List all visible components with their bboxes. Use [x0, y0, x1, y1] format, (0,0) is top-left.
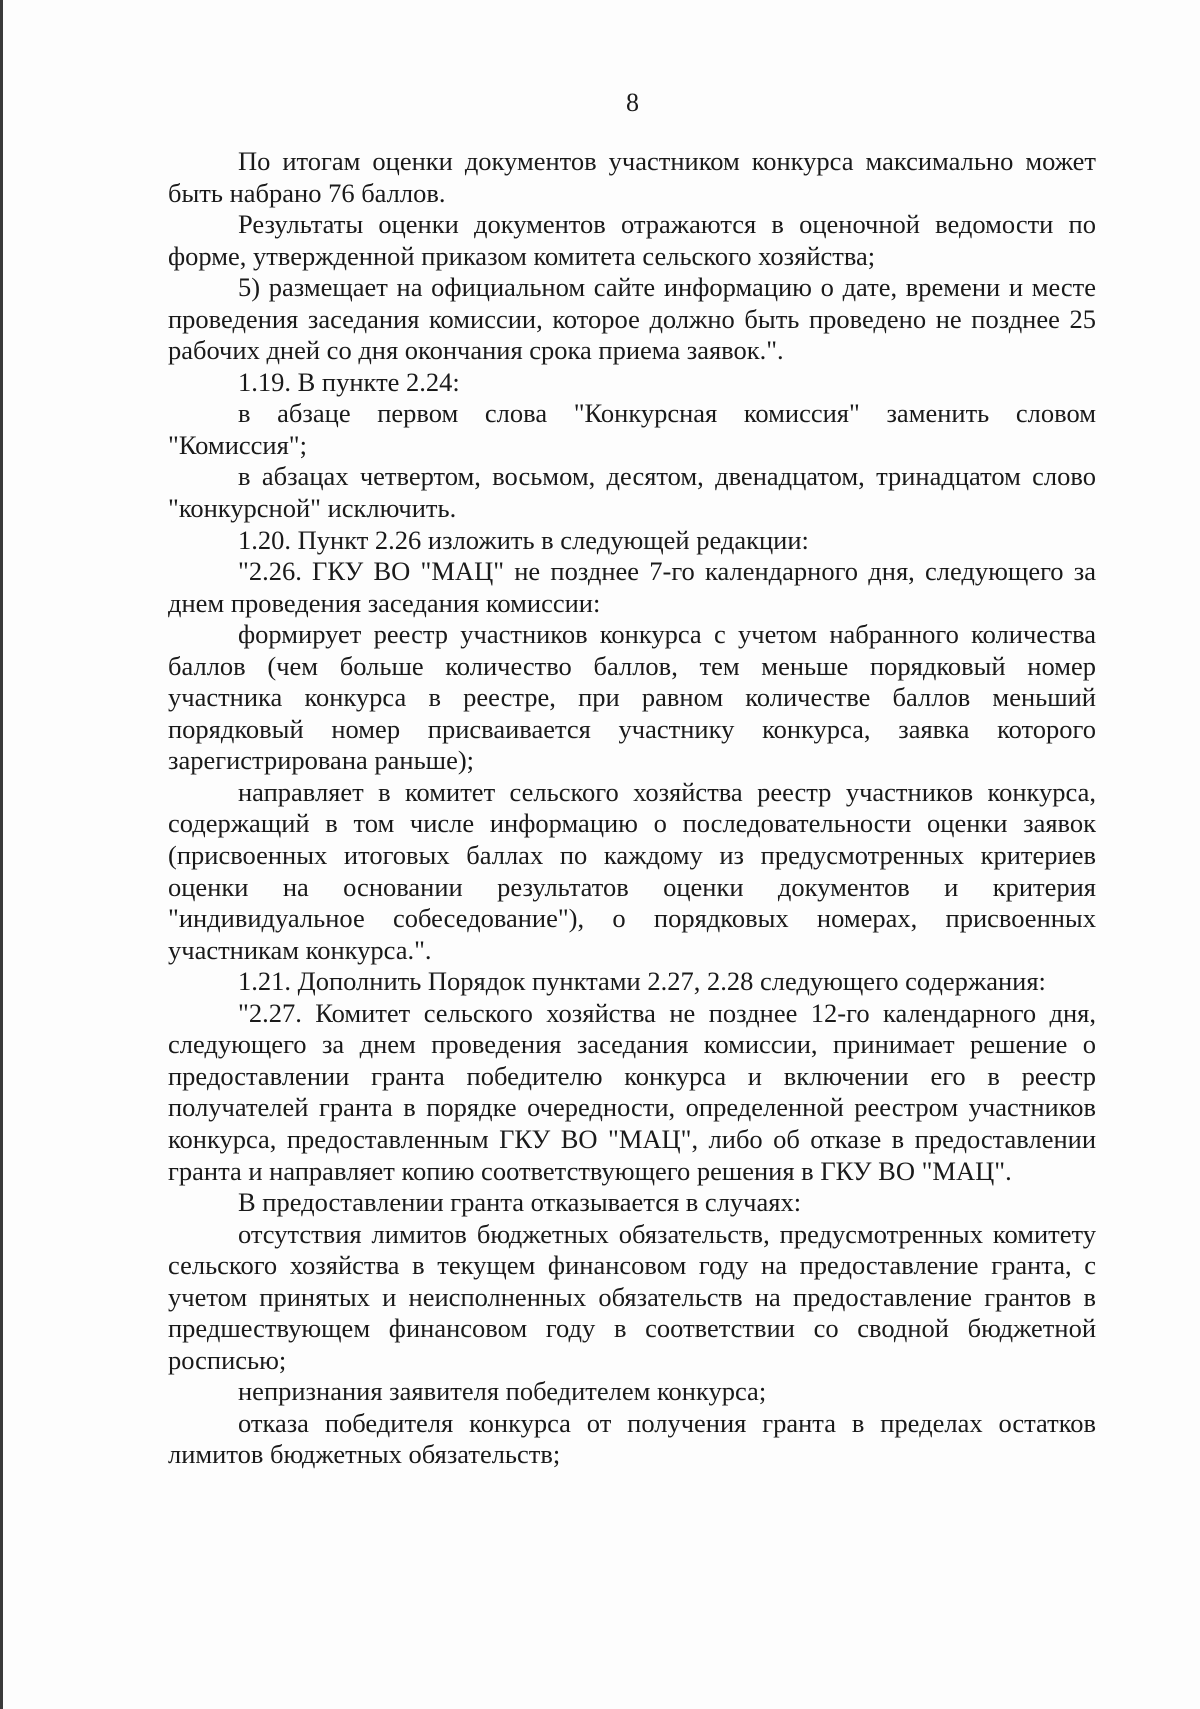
paragraph: 1.20. Пункт 2.26 изложить в следующей редакции:: [238, 524, 809, 555]
paragraph: отказа победителя конкурса от получения гранта в пределах остатков лимитов бюджетных обязательств;: [168, 1407, 1096, 1470]
scan-left-edge: [0, 0, 3, 1709]
paragraph: направляет в комитет сельского хозяйства реестр участников конкурса, содержащий в том числе информацию о последовательности оценки заявок (присвоенных итоговых баллах по каждому из предусмотренных критериев оценки на основании результатов оценки документов и критерия "индивидуальное собеседование"), о порядковых номерах, присвоенных участникам конкурса.".: [168, 776, 1096, 965]
paragraph: в абзацах четвертом, восьмом, десятом, двенадцатом, тринадцатом слово "конкурсной" исключить.: [168, 461, 1096, 524]
paragraph: "2.27. Комитет сельского хозяйства не позднее 12-го календарного дня, следующего за днем проведения заседания комиссии, принимает решение о предоставлении гранта победителю конкурса и включении его в реестр получателей гранта в порядке очередности, определенной реестром участников конкурса, предоставленным ГКУ ВО "МАЦ", либо об отказе в предоставлении гранта и направляет копию соответствующего решения в ГКУ ВО "МАЦ".: [168, 997, 1096, 1186]
page-number: 8: [626, 88, 639, 117]
paragraph: В предоставлении гранта отказывается в случаях:: [238, 1187, 802, 1218]
paragraph: 1.21. Дополнить Порядок пунктами 2.27, 2.28 следующего содержания:: [238, 966, 1046, 997]
document-body: [168, 146, 1096, 1471]
paragraph: По итогам оценки документов участником конкурса максимально может быть набрано 76 баллов.: [168, 146, 1096, 208]
paragraph: 5) размещает на официальном сайте информацию о дате, времени и месте проведения заседания комиссии, которое должно быть проведено не позднее 25 рабочих дней со дня окончания срока приема заявок.".: [168, 272, 1096, 366]
paragraph: "2.26. ГКУ ВО "МАЦ" не позднее 7-го календарного дня, следующего за днем проведения заседания комиссии:: [168, 556, 1096, 618]
paragraph: отсутствия лимитов бюджетных обязательств, предусмотренных комитету сельского хозяйства в текущем финансовом году на предоставление гранта, с учетом принятых и неисполненных обязательств на предоставление грантов в предшествующем финансовом году в соответствии со сводной бюджетной росписью;: [168, 1218, 1096, 1375]
paragraph: 1.19. В пункте 2.24:: [238, 366, 460, 397]
paragraph: непризнания заявителя победителем конкурса;: [238, 1376, 767, 1407]
paragraph: формирует реестр участников конкурса с учетом набранного количества баллов (чем больше количество баллов, тем меньше порядковый номер участника конкурса в реестре, при равном количестве баллов меньший порядковый номер присваивается участнику конкурса, заявка которого зарегистрирована раньше);: [168, 619, 1096, 776]
paragraph: в абзаце первом слова "Конкурсная комиссия" заменить словом "Комиссия";: [168, 398, 1096, 460]
paragraph: Результаты оценки документов отражаются в оценочной ведомости по форме, утвержденной приказом комитета сельского хозяйства;: [168, 209, 1096, 271]
